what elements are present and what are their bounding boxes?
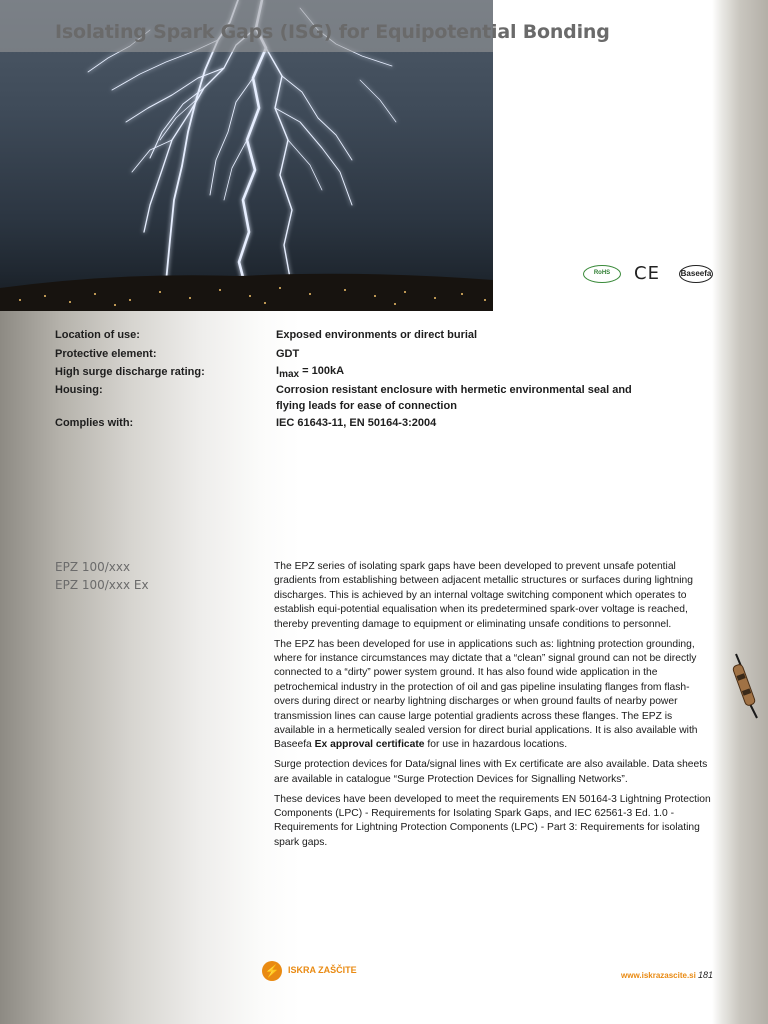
- spark-gap-connector: [730, 652, 760, 720]
- description-paragraph: The EPZ series of isolating spark gaps have been developed to prevent unsafe potential gradients from establishing between adjacent metallic structures or surfaces during lightning discharges. This is achieved by an internal voltage switching component which operates to establish equi-potential equalisation when its predetermined spark-over voltage is reached, thereby preventing damage to equipment or eliminating unsafe conditions to personnel.: [274, 561, 693, 630]
- spec-value-complies: IEC 61643-11, EN 50164-3:2004: [276, 417, 437, 429]
- baseefa-icon: Baseefa: [679, 265, 713, 283]
- company-logo-icon: ⚡: [262, 961, 282, 981]
- spark-gap-connector-image: [730, 652, 760, 720]
- rohs-icon: RoHS: [583, 265, 621, 283]
- company-logo: [262, 960, 357, 982]
- company-logo-text: ISKRA ZAŠČITE: [288, 965, 357, 975]
- description-text: for use in hazardous locations.: [424, 739, 568, 751]
- imax-value: = 100kA: [299, 365, 345, 377]
- spec-label-protective-element: Protective element:: [55, 348, 157, 360]
- spec-label-location: Location of use:: [55, 329, 140, 341]
- spec-value-protective-element: GDT: [276, 348, 300, 360]
- website-link[interactable]: www.iskrazascite.si: [621, 971, 696, 980]
- product-description: [274, 560, 714, 856]
- spec-value-surge-rating: [276, 364, 344, 382]
- description-paragraph: [274, 638, 714, 753]
- model-name: EPZ 100/xxx: [55, 560, 131, 574]
- description-text: The EPZ has been developed for use in applications such as: lightning protection grounding, where for instance circumstances may dictate that a “clean” signal ground can not be directly connected to a “dirty” power system ground. It has also found wide application in the petrochemical industry in the protection of oil and gas pipeline insulating flanges from flash-overs during direct or nearby lightning discharges or when ground faults of nearby power transmission lines can cause large potential gradients across these flanges. The EPZ is available in a hermetically sealed version for direct burial applications. It is also available with Baseefa: [274, 638, 698, 751]
- ex-approval-highlight: Ex approval certificate: [314, 739, 425, 751]
- spec-label-surge-rating: High surge discharge rating:: [55, 366, 205, 378]
- spec-value-housing: Corrosion resistant enclosure with hermetic environmental seal and: [276, 384, 632, 396]
- imax-symbol: I: [276, 365, 280, 377]
- description-paragraph: These devices have been developed to meet the requirements EN 50164-3 Lightning Protection Components (LPC) - Requirements for Isolating Spark Gaps, and IEC 62561-3 Ed. 1.0 - Requirements for Lightning Protection Components (LPC) - Part 3: Requirements for isolating spark gaps.: [274, 793, 711, 848]
- spec-value-location: Exposed environments or direct burial: [276, 329, 478, 341]
- description-paragraph: Surge protection devices for Data/signal lines with Ex certificate are also available. Data sheets are available in catalogue “Surge Protection Devices for Signalling Networks”.: [274, 759, 708, 785]
- imax-subscript: max: [279, 369, 300, 380]
- ce-mark-icon: CE: [634, 263, 660, 284]
- page-title: Isolating Spark Gaps (ISG) for Equipotential Bonding: [55, 21, 610, 43]
- model-list: [55, 558, 149, 594]
- model-name: EPZ 100/xxx Ex: [55, 578, 149, 592]
- spec-label-complies: Complies with:: [55, 417, 134, 429]
- lightning-hero-image: [0, 0, 493, 311]
- page-number: 181: [698, 970, 714, 980]
- spec-value-housing-line2: flying leads for ease of connection: [276, 400, 457, 412]
- spec-label-housing: Housing:: [55, 384, 103, 396]
- certification-marks: [583, 262, 718, 286]
